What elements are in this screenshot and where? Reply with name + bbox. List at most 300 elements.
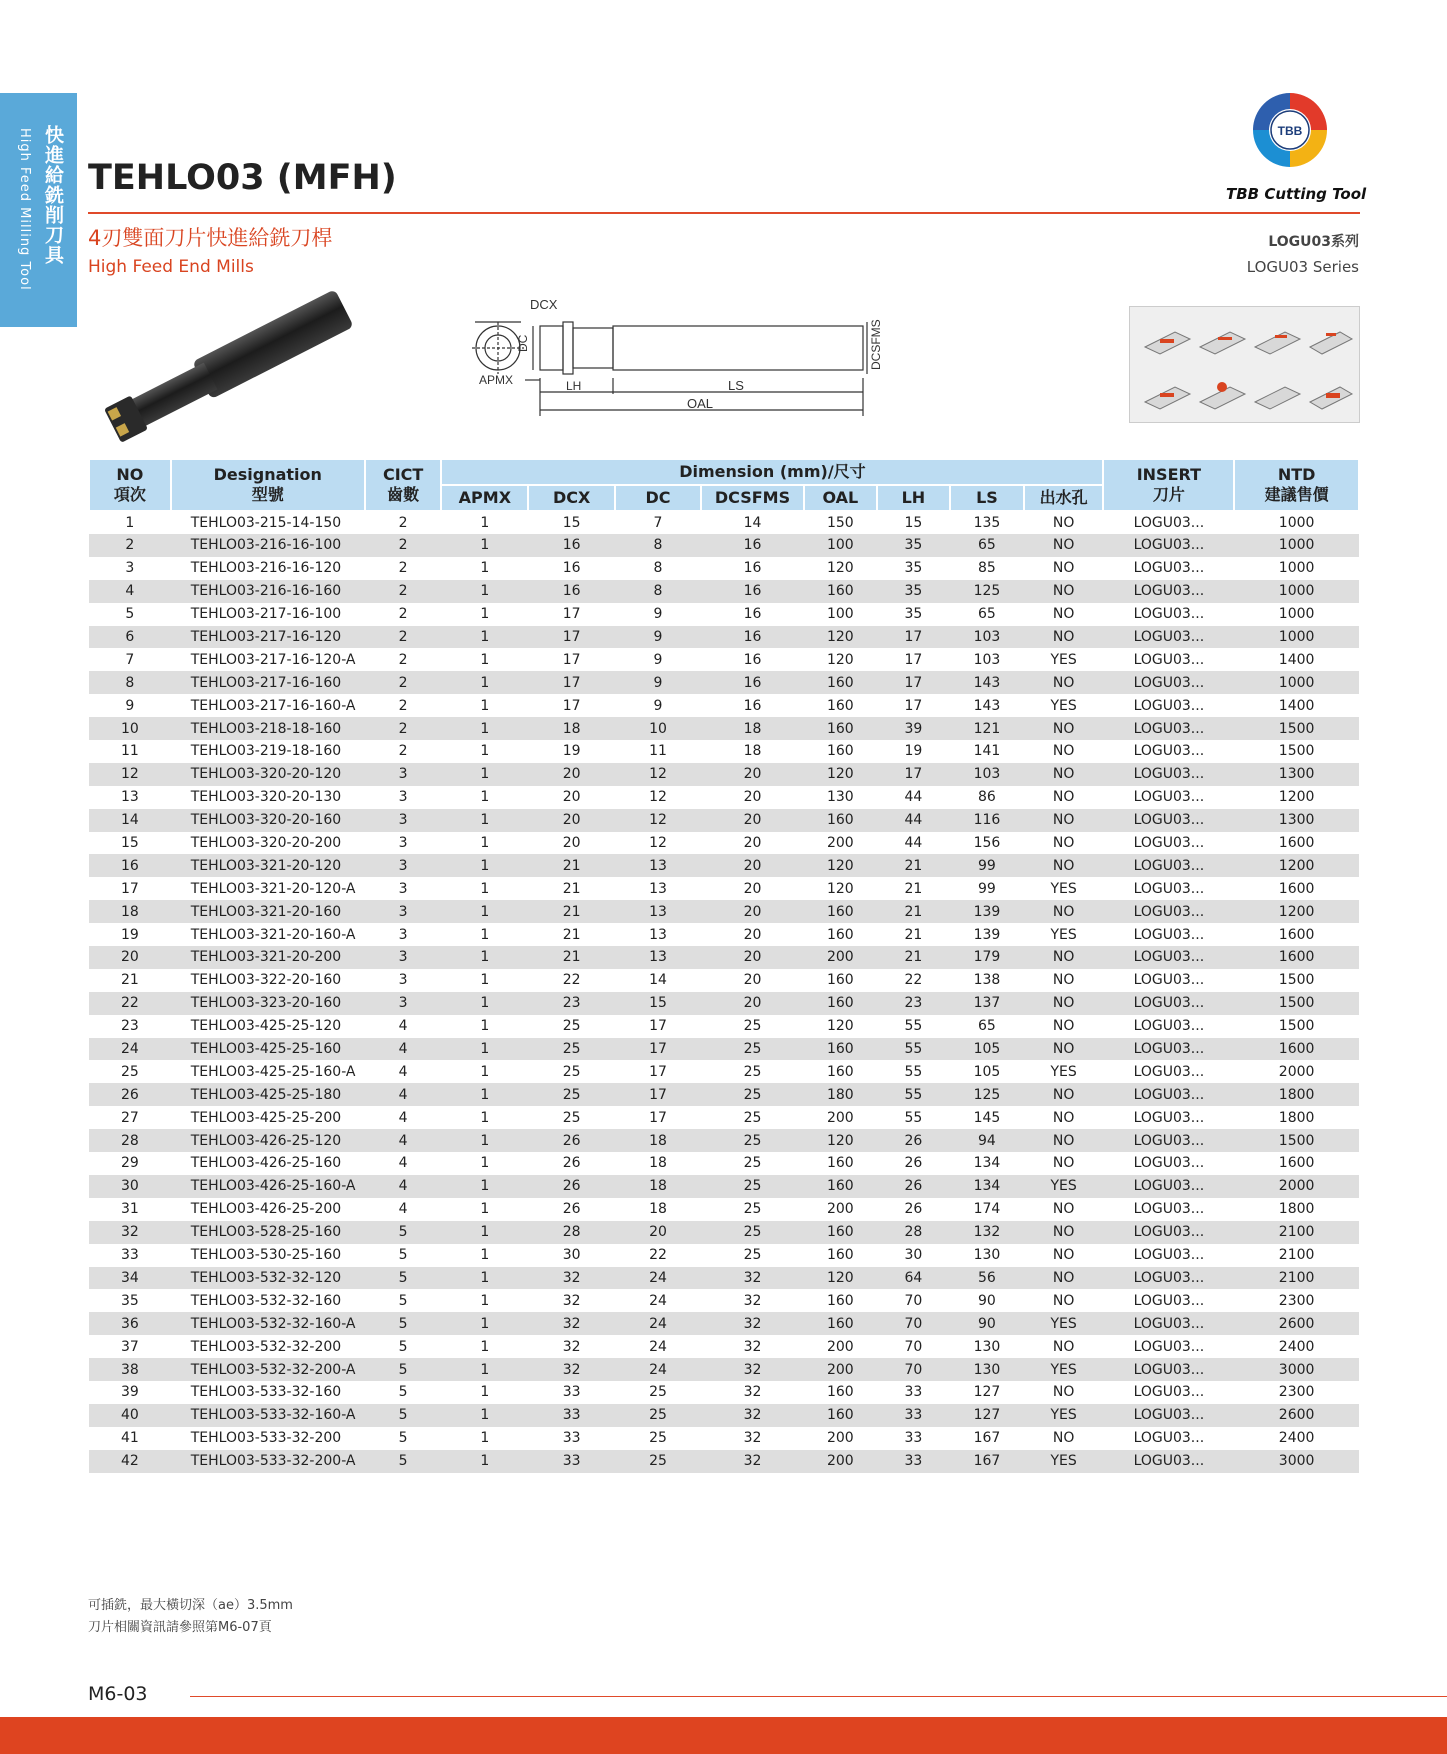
- table-cell: NO: [1024, 763, 1104, 786]
- table-cell: 1: [441, 671, 528, 694]
- table-cell: 1000: [1278, 515, 1315, 531]
- table-cell: 32: [701, 1450, 804, 1473]
- page-number: M6-03: [88, 1683, 148, 1705]
- table-cell: 1: [480, 789, 490, 806]
- table-cell: LOGU03...: [1133, 606, 1205, 623]
- table-cell: LOGU03...: [1103, 1038, 1234, 1061]
- page-title: TEHLO03 (MFH): [88, 158, 397, 198]
- table-cell: 55: [904, 1109, 923, 1126]
- table-cell: 1500: [1234, 992, 1359, 1015]
- table-cell: 38: [89, 1358, 171, 1381]
- table-cell: 30: [89, 1175, 171, 1198]
- table-row: [89, 946, 1359, 969]
- table-cell: 16: [701, 671, 804, 694]
- table-cell: LOGU03...: [1103, 534, 1234, 557]
- table-cell: TEHLO03-528-25-160: [171, 1221, 365, 1244]
- table-cell: 25: [743, 1201, 762, 1218]
- table-cell: 2: [365, 717, 442, 740]
- table-cell: 25: [120, 1063, 139, 1080]
- table-cell: 22: [562, 972, 581, 989]
- table-cell: 44: [877, 809, 951, 832]
- table-cell: 35: [904, 606, 923, 623]
- table-cell: 12: [615, 763, 701, 786]
- table-cell: LOGU03...: [1133, 972, 1205, 989]
- table-cell: 30: [562, 1247, 581, 1264]
- table-cell: 1600: [1234, 1038, 1359, 1061]
- table-cell: 8: [89, 671, 171, 694]
- table-cell: 120: [826, 1018, 854, 1035]
- col-no: NO 項次: [89, 459, 171, 511]
- table-cell: 1500: [1278, 972, 1315, 989]
- table-cell: 1300: [1234, 809, 1359, 832]
- table-cell: 1: [441, 1129, 528, 1152]
- table-row: [89, 992, 1359, 1015]
- table-cell: 28: [89, 1129, 171, 1152]
- footer-bar: [0, 1717, 1447, 1754]
- table-cell: 33: [562, 1384, 581, 1401]
- table-cell: YES: [1024, 1450, 1104, 1473]
- table-row: [89, 1427, 1359, 1450]
- table-cell: NO: [1024, 671, 1104, 694]
- table-cell: 17: [877, 671, 951, 694]
- table-cell: 26: [562, 1155, 581, 1172]
- table-cell: 1: [480, 1018, 490, 1035]
- table-cell: YES: [1024, 1358, 1104, 1381]
- table-cell: 143: [950, 671, 1024, 694]
- table-cell: 39: [120, 1384, 139, 1401]
- table-cell: 65: [950, 534, 1024, 557]
- table-cell: 1000: [1234, 671, 1359, 694]
- col-dcsfms: DCSFMS: [701, 485, 804, 511]
- table-row: [89, 1015, 1359, 1038]
- table-cell: LOGU03...: [1133, 1384, 1205, 1401]
- table-cell: LOGU03...: [1133, 1201, 1205, 1218]
- table-cell: 1: [480, 1384, 490, 1401]
- table-cell: 21: [877, 854, 951, 877]
- table-cell: 1: [480, 972, 490, 989]
- table-cell: 2: [398, 651, 408, 668]
- table-cell: 2: [398, 697, 408, 714]
- table-cell: 120: [804, 1129, 877, 1152]
- table-cell: LOGU03...: [1133, 1063, 1205, 1080]
- table-cell: 20: [562, 789, 581, 806]
- table-row: [89, 1152, 1359, 1175]
- table-cell: 17: [120, 880, 139, 897]
- table-cell: 2: [398, 515, 408, 531]
- table-cell: 29: [120, 1155, 139, 1172]
- table-cell: 21: [877, 900, 951, 923]
- table-cell: NO: [1024, 946, 1104, 969]
- table-cell: 1: [441, 854, 528, 877]
- table-cell: TEHLO03-322-20-160: [190, 972, 342, 989]
- table-cell: 17: [615, 1038, 701, 1061]
- table-cell: 13: [615, 946, 701, 969]
- table-cell: 18: [743, 743, 762, 760]
- table-cell: 42: [89, 1450, 171, 1473]
- table-cell: 1: [480, 1247, 490, 1264]
- table-cell: NO: [1024, 992, 1104, 1015]
- table-cell: 2400: [1278, 1430, 1315, 1447]
- table-row: [89, 740, 1359, 763]
- table-cell: 20: [701, 854, 804, 877]
- table-cell: 167: [973, 1430, 1001, 1447]
- table-cell: 1: [441, 1312, 528, 1335]
- table-cell: 160: [804, 992, 877, 1015]
- table-cell: 2: [365, 671, 442, 694]
- col-dimension: Dimension (mm)/尺寸: [441, 459, 1103, 485]
- note-insert-ref: 刀片相關資訊請參照第M6-07頁: [88, 1620, 272, 1635]
- table-cell: 4: [365, 1129, 442, 1152]
- table-cell: 26: [904, 1201, 923, 1218]
- table-cell: 12: [89, 763, 171, 786]
- table-row: [89, 1175, 1359, 1198]
- table-cell: 65: [978, 606, 996, 623]
- table-cell: 24: [649, 1292, 667, 1309]
- table-cell: 1000: [1234, 580, 1359, 603]
- table-cell: 5: [365, 1450, 442, 1473]
- table-cell: NO: [1052, 972, 1075, 989]
- footer-divider: [190, 1696, 1447, 1697]
- table-cell: 20: [743, 789, 762, 806]
- table-cell: 90: [950, 1312, 1024, 1335]
- table-row: [89, 1221, 1359, 1244]
- table-cell: LOGU03...: [1103, 580, 1234, 603]
- table-cell: 32: [89, 1221, 171, 1244]
- table-cell: TEHLO03-425-25-200: [190, 1109, 342, 1126]
- table-row: [89, 969, 1359, 992]
- table-cell: 13: [649, 926, 667, 943]
- table-cell: 23: [877, 992, 951, 1015]
- table-cell: NO: [1052, 789, 1075, 806]
- table-cell: TEHLO03-425-25-160: [171, 1038, 365, 1061]
- table-cell: NO: [1052, 1155, 1075, 1172]
- table-cell: 5: [125, 606, 135, 623]
- table-cell: LOGU03...: [1133, 1109, 1205, 1126]
- table-cell: 24: [615, 1358, 701, 1381]
- table-cell: 160: [804, 671, 877, 694]
- table-cell: 5: [365, 1312, 442, 1335]
- table-cell: 100: [826, 606, 854, 623]
- table-cell: 120: [804, 763, 877, 786]
- table-cell: 2: [89, 534, 171, 557]
- plunging-icon: [1145, 387, 1190, 409]
- table-cell: 5: [398, 1247, 408, 1264]
- table-cell: NO: [1024, 580, 1104, 603]
- table-cell: 16: [528, 580, 615, 603]
- table-cell: 1000: [1234, 626, 1359, 649]
- table-cell: 2100: [1278, 1247, 1315, 1264]
- table-cell: 21: [562, 880, 581, 897]
- table-cell: 4: [398, 1063, 408, 1080]
- label-dcsfms: DCSFMS: [869, 319, 883, 370]
- table-cell: 120: [804, 626, 877, 649]
- table-cell: 32: [743, 1430, 762, 1447]
- table-cell: TEHLO03-320-20-130: [190, 789, 342, 806]
- table-cell: 160: [804, 580, 877, 603]
- table-cell: 10: [615, 717, 701, 740]
- dimension-diagram: [465, 296, 990, 418]
- table-cell: TEHLO03-425-25-180: [171, 1083, 365, 1106]
- table-cell: LOGU03...: [1133, 926, 1205, 943]
- table-cell: 3: [365, 809, 442, 832]
- table-row: [89, 786, 1359, 809]
- table-cell: LOGU03...: [1103, 946, 1234, 969]
- table-cell: 21: [904, 926, 923, 943]
- table-cell: 160: [826, 926, 854, 943]
- table-row: [89, 854, 1359, 877]
- table-cell: 20: [701, 900, 804, 923]
- table-cell: LOGU03...: [1103, 717, 1234, 740]
- table-cell: 4: [398, 1155, 408, 1172]
- title-divider: [88, 212, 1360, 214]
- table-cell: TEHLO03-533-32-200: [190, 1430, 342, 1447]
- table-cell: 1: [480, 1292, 490, 1309]
- table-cell: 4: [398, 1109, 408, 1126]
- table-cell: 160: [804, 900, 877, 923]
- table-cell: 20: [701, 763, 804, 786]
- table-cell: TEHLO03-215-14-150: [190, 515, 342, 531]
- table-cell: 4: [365, 1083, 442, 1106]
- table-cell: LOGU03...: [1103, 1312, 1234, 1335]
- table-cell: NO: [1024, 809, 1104, 832]
- table-cell: 1600: [1278, 1155, 1315, 1172]
- table-cell: TEHLO03-321-20-160: [171, 900, 365, 923]
- table-cell: 55: [904, 1018, 923, 1035]
- table-cell: 15: [904, 515, 923, 531]
- table-cell: 174: [973, 1201, 1001, 1218]
- table-cell: LOGU03...: [1133, 651, 1205, 668]
- table-cell: 21: [528, 946, 615, 969]
- table-cell: 100: [804, 534, 877, 557]
- table-cell: NO: [1052, 1109, 1075, 1126]
- table-cell: 1400: [1278, 697, 1315, 714]
- table-cell: 5: [365, 1404, 442, 1427]
- table-cell: 25: [649, 1430, 667, 1447]
- table-cell: 160: [804, 1312, 877, 1335]
- table-cell: YES: [1050, 880, 1077, 897]
- table-cell: 1: [480, 743, 490, 760]
- profiling-icon: [1255, 387, 1300, 409]
- table-cell: 145: [973, 1109, 1001, 1126]
- table-cell: 3: [365, 900, 442, 923]
- table-row: [89, 763, 1359, 786]
- table-cell: YES: [1050, 651, 1077, 668]
- table-cell: 22: [89, 992, 171, 1015]
- table-cell: 2000: [1234, 1175, 1359, 1198]
- table-cell: 134: [950, 1175, 1024, 1198]
- table-cell: 1000: [1234, 534, 1359, 557]
- table-cell: LOGU03...: [1103, 900, 1234, 923]
- table-cell: NO: [1052, 560, 1075, 577]
- table-cell: 3: [365, 946, 442, 969]
- table-cell: 1300: [1234, 763, 1359, 786]
- table-cell: 33: [120, 1247, 139, 1264]
- table-cell: TEHLO03-219-18-160: [190, 743, 342, 760]
- table-cell: 44: [904, 789, 923, 806]
- table-cell: 25: [528, 1038, 615, 1061]
- table-cell: NO: [1052, 515, 1075, 531]
- table-cell: 18: [528, 717, 615, 740]
- table-cell: 3000: [1234, 1450, 1359, 1473]
- table-cell: 13: [120, 789, 139, 806]
- table-row: [89, 511, 1359, 534]
- table-cell: NO: [1024, 534, 1104, 557]
- table-cell: 130: [973, 1247, 1001, 1264]
- table-cell: 20: [743, 835, 762, 852]
- table-cell: 1: [441, 626, 528, 649]
- table-cell: 26: [877, 1129, 951, 1152]
- table-cell: 13: [615, 900, 701, 923]
- table-cell: LOGU03...: [1103, 992, 1234, 1015]
- table-cell: NO: [1052, 1247, 1075, 1264]
- table-cell: YES: [1024, 1312, 1104, 1335]
- table-cell: TEHLO03-321-20-120-A: [190, 880, 356, 897]
- table-cell: LOGU03...: [1133, 1292, 1205, 1309]
- table-cell: 125: [950, 580, 1024, 603]
- table-cell: 35: [877, 534, 951, 557]
- table-cell: 2: [365, 580, 442, 603]
- table-cell: 105: [973, 1063, 1001, 1080]
- table-cell: 1: [441, 534, 528, 557]
- table-cell: 16: [743, 697, 762, 714]
- table-cell: 19: [562, 743, 581, 760]
- table-cell: 20: [743, 880, 762, 897]
- table-cell: 13: [649, 880, 667, 897]
- table-cell: 160: [804, 1175, 877, 1198]
- brand-name: TBB Cutting Tool: [1226, 185, 1367, 203]
- table-cell: TEHLO03-320-20-160: [171, 809, 365, 832]
- table-cell: 22: [649, 1247, 667, 1264]
- table-cell: TEHLO03-321-20-160-A: [190, 926, 356, 943]
- table-cell: NO: [1052, 743, 1075, 760]
- table-cell: 25: [743, 1109, 762, 1126]
- table-cell: 135: [973, 515, 1001, 531]
- table-cell: 22: [904, 972, 923, 989]
- label-dcx: DCX: [530, 297, 558, 312]
- table-cell: TEHLO03-533-32-200-A: [171, 1450, 365, 1473]
- table-cell: 3000: [1234, 1358, 1359, 1381]
- table-cell: 200: [826, 1201, 854, 1218]
- table-cell: 24: [649, 1338, 667, 1355]
- table-cell: 17: [528, 626, 615, 649]
- table-cell: LOGU03...: [1133, 1338, 1205, 1355]
- table-cell: 14: [743, 515, 762, 531]
- table-cell: 1: [480, 926, 490, 943]
- table-cell: 32: [701, 1312, 804, 1335]
- table-cell: 1200: [1278, 789, 1315, 806]
- table-cell: 39: [877, 717, 951, 740]
- table-cell: NO: [1052, 1292, 1075, 1309]
- col-dc: DC: [615, 485, 701, 511]
- table-cell: 26: [904, 1155, 923, 1172]
- series-zh: LOGU03系列: [1268, 234, 1359, 250]
- table-cell: 21: [904, 880, 923, 897]
- table-row: [89, 671, 1359, 694]
- table-cell: LOGU03...: [1103, 1129, 1234, 1152]
- table-row: [89, 923, 1359, 946]
- label-ls: LS: [728, 378, 744, 393]
- table-cell: 12: [649, 789, 667, 806]
- table-row: [89, 557, 1359, 580]
- table-cell: 1: [441, 1404, 528, 1427]
- table-cell: NO: [1052, 1384, 1075, 1401]
- table-cell: 3: [125, 560, 135, 577]
- table-cell: NO: [1024, 1083, 1104, 1106]
- table-cell: 25: [743, 1063, 762, 1080]
- table-cell: LOGU03...: [1133, 835, 1205, 852]
- table-row: [89, 1083, 1359, 1106]
- table-cell: LOGU03...: [1103, 1358, 1234, 1381]
- table-cell: 70: [877, 1358, 951, 1381]
- table-cell: 5: [365, 1358, 442, 1381]
- table-cell: 32: [562, 1292, 581, 1309]
- table-cell: 11: [120, 743, 139, 760]
- table-cell: 25: [743, 1247, 762, 1264]
- logo-badge-text: TBB: [1277, 124, 1303, 138]
- table-cell: 1: [480, 880, 490, 897]
- table-row: [89, 1381, 1359, 1404]
- table-cell: 34: [89, 1267, 171, 1290]
- table-cell: 1: [441, 1083, 528, 1106]
- table-cell: 3: [365, 763, 442, 786]
- label-lh: LH: [566, 379, 582, 393]
- subtitle-en: High Feed End Mills: [88, 257, 254, 277]
- table-cell: 17: [528, 671, 615, 694]
- table-cell: 20: [701, 992, 804, 1015]
- table-cell: 1: [441, 1358, 528, 1381]
- table-cell: 1500: [1234, 717, 1359, 740]
- table-cell: 35: [120, 1292, 139, 1309]
- table-cell: 200: [826, 1430, 854, 1447]
- table-cell: LOGU03...: [1133, 560, 1205, 577]
- table-cell: 35: [877, 580, 951, 603]
- table-cell: LOGU03...: [1133, 789, 1205, 806]
- table-cell: TEHLO03-217-16-120-A: [190, 651, 356, 668]
- table-cell: LOGU03...: [1133, 1018, 1205, 1035]
- table-cell: NO: [1024, 626, 1104, 649]
- table-cell: LOGU03...: [1133, 1247, 1205, 1264]
- table-cell: 33: [877, 1404, 951, 1427]
- col-lh: LH: [877, 485, 951, 511]
- table-cell: LOGU03...: [1103, 1450, 1234, 1473]
- table-cell: 15: [615, 992, 701, 1015]
- table-cell: 2600: [1234, 1404, 1359, 1427]
- table-cell: 16: [701, 626, 804, 649]
- col-insert: INSERT 刀片: [1103, 459, 1234, 511]
- table-cell: 120: [826, 651, 854, 668]
- table-cell: YES: [1050, 1063, 1077, 1080]
- table-cell: LOGU03...: [1133, 697, 1205, 714]
- table-cell: 28: [528, 1221, 615, 1244]
- table-cell: NO: [1024, 1267, 1104, 1290]
- table-row: [89, 717, 1359, 740]
- table-cell: 1: [441, 580, 528, 603]
- col-cict: CICT 齒數: [365, 459, 442, 511]
- table-cell: 130: [950, 1358, 1024, 1381]
- table-cell: 8: [653, 560, 663, 577]
- table-cell: 5: [398, 1384, 408, 1401]
- table-cell: 143: [973, 697, 1001, 714]
- table-cell: 6: [89, 626, 171, 649]
- col-dcx: DCX: [528, 485, 615, 511]
- table-cell: LOGU03...: [1133, 743, 1205, 760]
- table-cell: 141: [973, 743, 1001, 760]
- table-row: [89, 648, 1359, 671]
- table-cell: 1: [441, 1221, 528, 1244]
- table-cell: 5: [365, 1221, 442, 1244]
- table-cell: 4: [89, 580, 171, 603]
- table-row: [89, 1106, 1359, 1129]
